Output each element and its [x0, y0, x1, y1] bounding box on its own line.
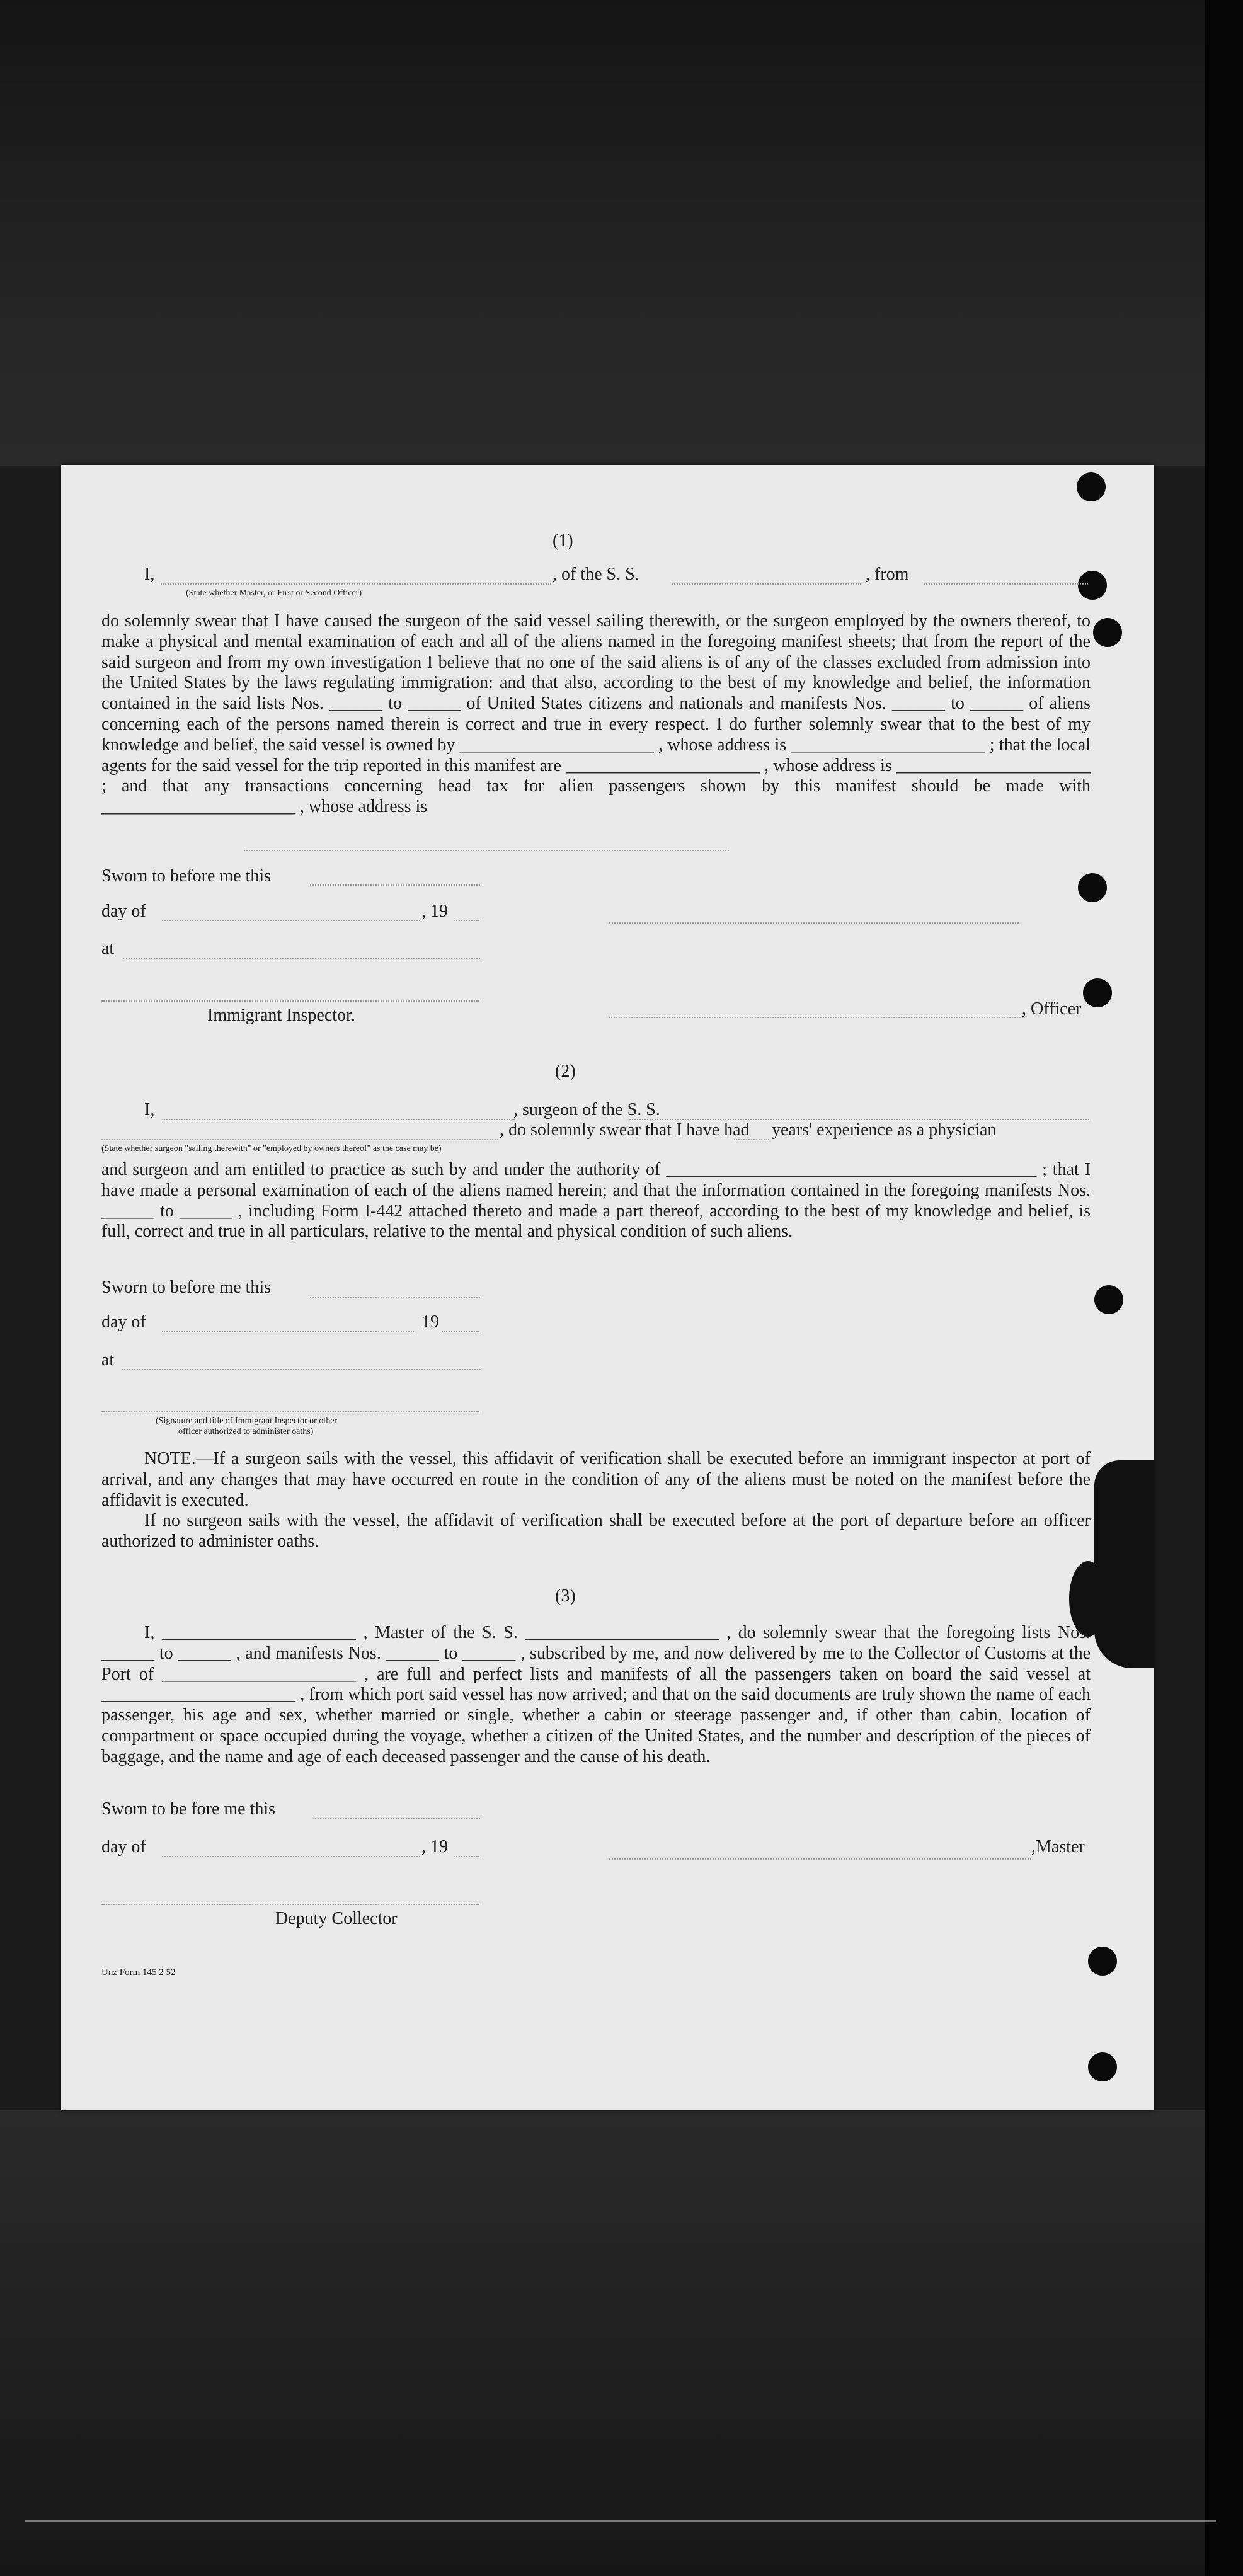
signature-hint-line-1: (Signature and title of Immigrant Inspector or other	[156, 1416, 338, 1426]
inspector-signature-field[interactable]	[101, 1000, 479, 1002]
manifest-affidavit-page	[61, 465, 1154, 2110]
year-field-3[interactable]	[454, 1856, 479, 1857]
inspector-signature-field-2[interactable]	[101, 1411, 479, 1412]
punch-hole-icon	[1088, 2052, 1117, 2081]
master-label: ,Master	[1031, 1837, 1085, 1857]
punch-hole-icon	[1078, 571, 1107, 600]
sworn-day-field-3[interactable]	[313, 1818, 480, 1819]
sworn-day-field-1[interactable]	[310, 884, 480, 886]
punch-hole-icon	[1078, 873, 1107, 902]
punch-hole-icon	[1083, 978, 1112, 1007]
head-tax-address-field[interactable]	[244, 850, 729, 851]
surgeon-hint: (State whether surgeon "sailing therewith" or "employed by owners thereof" as the case may be)	[101, 1144, 442, 1153]
vessel-name-field[interactable]	[672, 583, 861, 585]
surgeon-of-label: , surgeon of the S. S.	[513, 1100, 660, 1119]
punch-hole-icon	[1088, 1947, 1117, 1976]
scan-background-top	[0, 0, 1243, 466]
years-label: years' experience as a physician	[772, 1120, 997, 1140]
officer-title-field[interactable]	[609, 1017, 1025, 1018]
year-field-2[interactable]	[442, 1331, 479, 1332]
surgeon-name-field[interactable]	[162, 1119, 515, 1120]
sworn-label-3: Sworn to be fore me this	[101, 1799, 276, 1819]
officer-name-field[interactable]	[161, 583, 551, 585]
from-label: , from	[866, 564, 909, 584]
from-port-field[interactable]	[924, 583, 1088, 585]
at-field-2[interactable]	[122, 1369, 481, 1370]
punch-hole-icon	[1093, 618, 1122, 647]
signature-hint-line-2: officer authorized to administer oaths)	[178, 1427, 314, 1436]
section-2-number: (2)	[555, 1062, 576, 1081]
form-number: Unz Form 145 2 52	[101, 1967, 176, 1978]
deputy-signature-field[interactable]	[101, 1904, 479, 1905]
of-ss-label: , of the S. S.	[553, 564, 639, 584]
master-signature-field[interactable]	[609, 1858, 1031, 1860]
scan-background-bottom	[0, 2110, 1243, 2576]
scan-rule	[25, 2520, 1216, 2522]
year-label-1: , 19	[421, 902, 448, 921]
surgeon-swear-label: , do solemnly swear that I have had	[500, 1120, 750, 1140]
at-label-2: at	[101, 1350, 115, 1370]
officer-label: , Officer	[1022, 999, 1082, 1019]
surgeon-i: I,	[144, 1100, 155, 1119]
surgeon-note: NOTE.—If a surgeon sails with the vessel, this affidavit of verification shall be executed before an immigrant inspector at port of arrival, and any changes that may have occurred en route in the condition of any of the aliens must be noted on the manifest before the affidavit is executed.	[101, 1449, 1091, 1510]
scan-edge-right	[1205, 0, 1243, 2576]
punch-hole-icon	[1077, 472, 1106, 501]
year-label-2: 19	[421, 1312, 439, 1332]
section-1-number: (1)	[553, 531, 573, 551]
surgeon-status-field[interactable]	[101, 1139, 498, 1140]
no-surgeon-note: If no surgeon sails with the vessel, the affidavit of verification shall be executed before at the port of departure before an officer authorized to administer oaths.	[101, 1511, 1091, 1551]
immigrant-inspector-label: Immigrant Inspector.	[207, 1005, 355, 1025]
punch-hole-icon	[1094, 1285, 1123, 1314]
day-of-field-1[interactable]	[162, 920, 420, 921]
day-of-label-1: day of	[101, 902, 146, 921]
section-2-body: and surgeon and am entitled to practice as such by and under the authority of __________________________________________ ; that I have made a personal examination of each of the aliens named herein; and that the information contained in the foregoing manifests Nos. ______ to ______ , including Form I-442 attached thereto and made a part thereof, according to the best of my knowledge and belief, is full, correct and true in all particulars, relative to the mental and physical condition of such aliens.	[101, 1160, 1091, 1242]
years-experience-field[interactable]	[734, 1139, 769, 1140]
officer-hint: (State whether Master, or First or Second Officer)	[186, 588, 362, 598]
oath-i: I,	[144, 564, 155, 584]
deputy-collector-label: Deputy Collector	[275, 1909, 398, 1928]
officer-signature-field[interactable]	[609, 922, 1019, 924]
day-of-field-3[interactable]	[162, 1856, 420, 1857]
year-label-3: , 19	[421, 1837, 448, 1857]
torn-edge-blot	[1094, 1460, 1154, 1668]
sworn-day-field-2[interactable]	[310, 1297, 480, 1298]
at-label-1: at	[101, 939, 115, 958]
section-1-body: do solemnly swear that I have caused the surgeon of the said vessel sailing therewith, or the surgeon employed by the owners thereof, to make a physical and mental examination of each and all of the aliens named in the foregoing manifest sheets; that from the report of the said surgeon and from my own investigation I believe that no one of the said aliens is of any of the classes excluded from admission into the United States by the laws regulating immigration: and that also, according to the best of my knowledge and belief, the information contained in the said lists Nos. ______ to ______ of United States citizens and nationals and manifests Nos. ______ to ______ of aliens concerning each of the persons named therein is correct and true in every respect. I do further solemnly swear that to the best of my knowledge and belief, the said vessel is owned by ______________________ , whose address is ______________________ ; that the local agents for the said vessel for the trip reported in this manifest are ______________________ , whose address is ______________________ ; and that any transactions concerning head tax for alien passengers shown by this manifest should be made with ______________________ , whose address is	[101, 611, 1091, 817]
section-3-body: I, ______________________ , Master of the S. S. ______________________ , do solemnly swear that the foregoing lists Nos. ______ to ______ , and manifests Nos. ______ to ______ , subscribed by me, and now delivered by me to the Collector of Customs at the Port of ______________________ , are full and perfect lists and manifests of all the passengers taken on board the said vessel at ______________________ , from which port said vessel has now arrived; and that on the said documents are truly shown the name of each passenger, his age and sex, whether married or single, whether a cabin or steerage passenger and, if other than cabin, location of compartment or space occupied during the voyage, whether a citizen of the United States, and the number and description of the pieces of baggage, and the name and age of each deceased passenger and the cause of his death.	[101, 1623, 1091, 1766]
day-of-field-2[interactable]	[162, 1331, 414, 1332]
section-3-number: (3)	[555, 1586, 576, 1606]
day-of-label-2: day of	[101, 1312, 146, 1332]
at-field-1[interactable]	[123, 958, 480, 959]
day-of-label-3: day of	[101, 1837, 146, 1857]
sworn-label-2: Sworn to before me this	[101, 1278, 272, 1297]
year-field-1[interactable]	[454, 920, 479, 921]
sworn-label-1: Sworn to before me this	[101, 866, 272, 886]
